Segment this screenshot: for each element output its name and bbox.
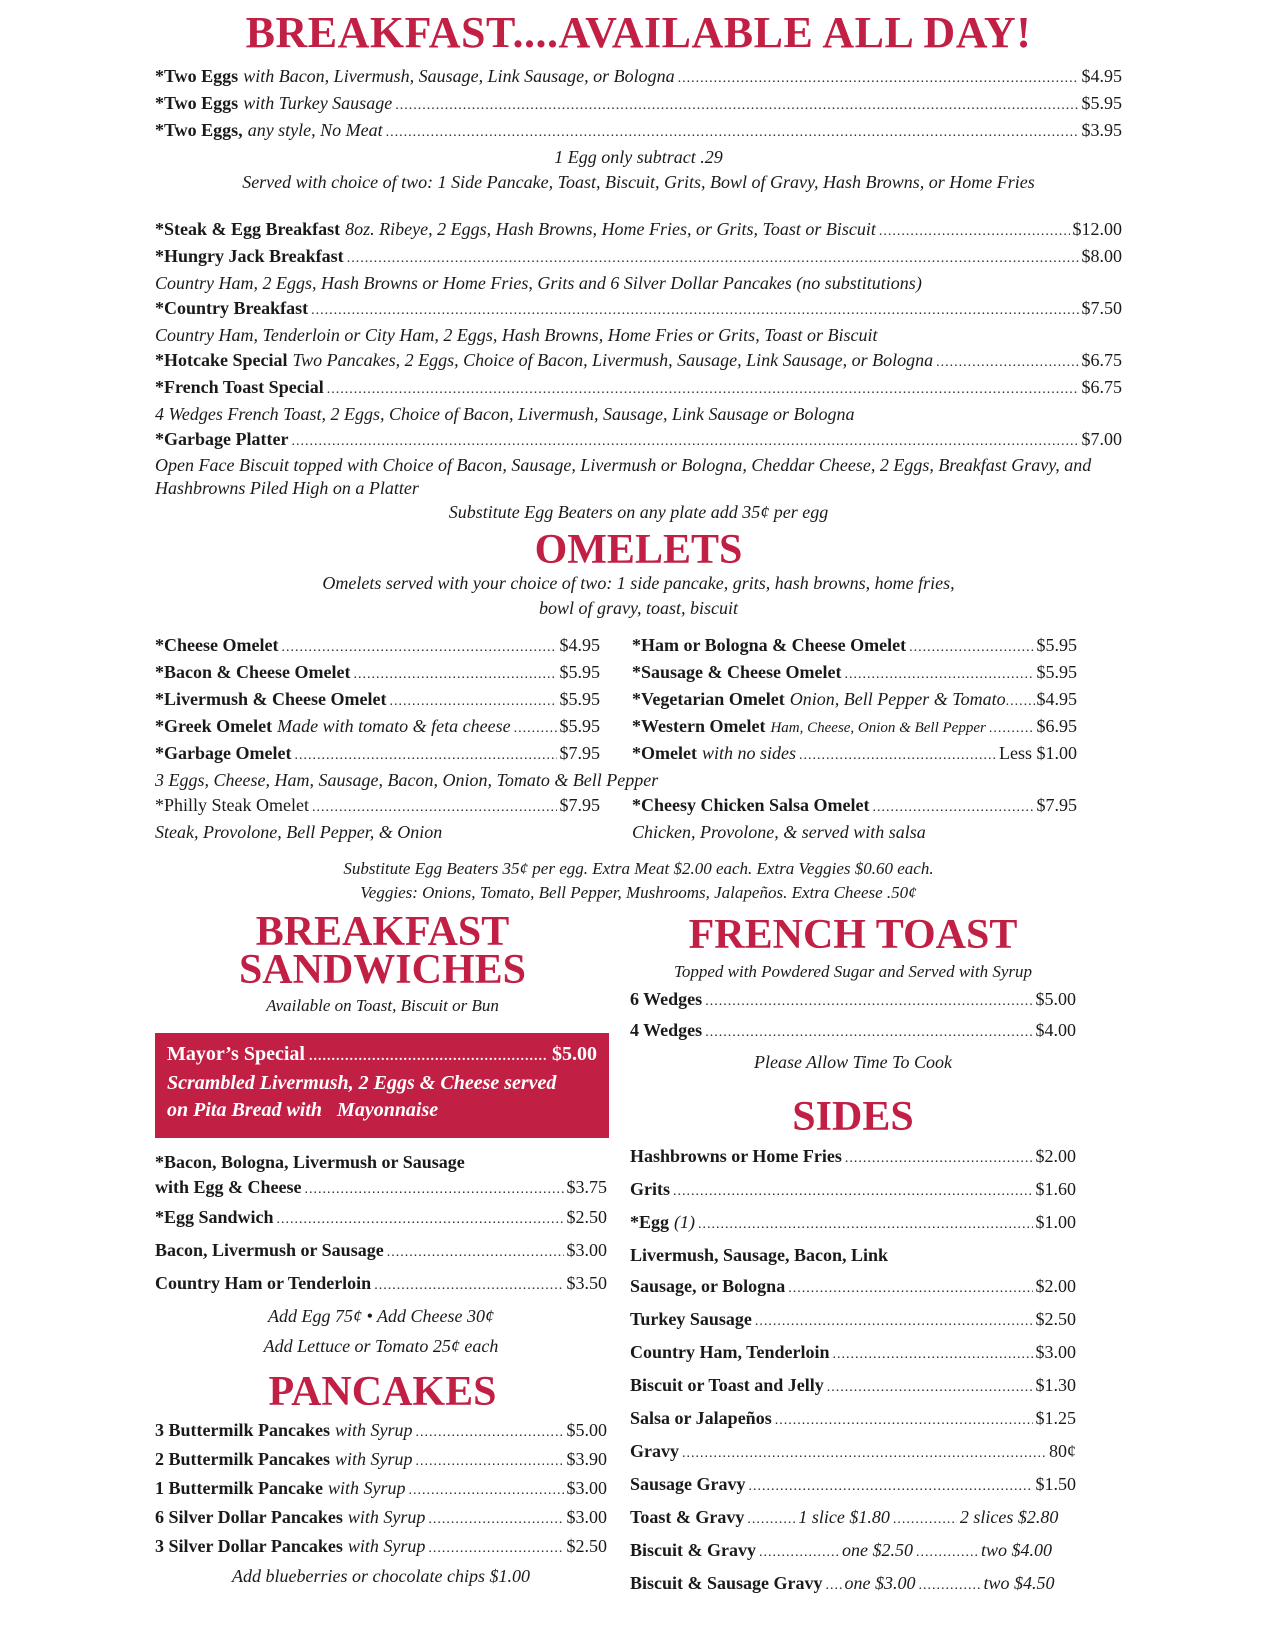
add-note-2: Add Lettuce or Tomato 25¢ each [263,1336,499,1356]
sandwiches-title-2: SANDWICHES [238,947,527,993]
item-description: Chicken, Provolone, & served with salsa [632,822,926,842]
menu-item: *Two Eggs with Bacon, Livermush, Sausage, Link Sausage, or Bologna ..... $4.95 [155,64,1122,91]
breakfast-plates [155,217,1122,525]
item-description: Country Ham, Tenderloin or City Ham, 2 Eggs, Hash Browns, Home Fries or Grits, Toast or Biscuit [155,325,878,345]
menu-item: with Egg & Cheese ..... $3.75 [155,1175,607,1202]
menu-item: *Bacon & Cheese Omelet ..... $5.95 [155,660,600,687]
left-column [155,909,610,1601]
item-description: Open Face Biscuit topped with Choice of Bacon, Sausage, Livermush or Bologna, Cheddar Cheese, 2 Eggs, Breakfast Gravy, and Hashbrowns Piled High on a Platter [155,455,1092,498]
cook-note: Please Allow Time To Cook [753,1052,953,1072]
extras-note: Substitute Egg Beaters 35¢ per egg. Extra Meat $2.00 each. Extra Veggies $0.60 each. [343,859,934,878]
menu-item: 6 Silver Dollar Pancakes with Syrup ..... $3.00 [155,1504,607,1533]
breakfast-eggs [155,64,1122,195]
menu-item: *Hotcake Special Two Pancakes, 2 Eggs, Choice of Bacon, Livermush, Sausage, Link Sausage, or Bologna ..... $6.75 [155,348,1122,375]
menu-item: Country Ham, Tenderloin ..... $3.00 [630,1337,1076,1370]
pancakes-title: PANCAKES [268,1369,497,1415]
omelets-left [155,633,659,845]
menu-item: *Two Eggs with Turkey Sausage ..... $5.95 [155,91,1122,118]
menu-item: *Western Omelet Ham, Cheese, Onion & Bell Pepper ..... $6.95 [632,714,1077,741]
menu-item-heading: *Bacon, Bologna, Livermush or Sausage [155,1152,465,1172]
omelets-columns [155,633,1122,845]
item-description: Scrambled Livermush, 2 Eggs & Cheese served [167,1072,557,1094]
egg-sides-note: Served with choice of two: 1 Side Pancake, Toast, Biscuit, Grits, Bowl of Gravy, Hash Browns, or Home Fries [242,172,1035,192]
menu-item: *Steak & Egg Breakfast 8oz. Ribeye, 2 Eggs, Hash Browns, Home Fries, or Grits, Toast or Biscuit ..... $12.00 [155,217,1122,244]
menu-item: *Greek Omelet Made with tomato & feta cheese ..... $5.95 [155,714,600,741]
menu-item: *Hungry Jack Breakfast ..... $8.00 [155,244,1122,271]
menu-item: Sausage, or Bologna ..... $2.00 [630,1271,1076,1304]
sides-title: SIDES [792,1094,914,1140]
menu-item: *Livermush & Cheese Omelet ..... $5.95 [155,687,600,714]
menu-item: 2 Buttermilk Pancakes with Syrup ..... $3.90 [155,1446,607,1475]
menu-item: Sausage Gravy ..... $1.50 [630,1469,1076,1502]
menu-item: Salsa or Jalapeños ..... $1.25 [630,1403,1076,1436]
menu-item: *Garbage Omelet ..... $7.95 [155,741,600,768]
menu-item: Country Ham or Tenderloin ..... $3.50 [155,1268,607,1301]
menu-item: *French Toast Special ..... $6.75 [155,375,1122,402]
menu-item: Hashbrowns or Home Fries ..... $2.00 [630,1141,1076,1174]
menu-item: Mayor’s Special ..... $5.00 [167,1041,597,1070]
veggies-note: Veggies: Onions, Tomato, Bell Pepper, Mushrooms, Jalapeños. Extra Cheese .50¢ [360,883,917,902]
right-column [630,913,1076,1601]
menu-item: Toast & Gravy ..... 1 slice $1.80 ..... 2 slices $2.80 [630,1502,1076,1535]
menu-item: *Cheese Omelet ..... $4.95 [155,633,600,660]
add-note: Add Egg 75¢ • Add Cheese 30¢ [268,1306,494,1326]
spacer [632,768,1077,793]
french-toast-items [630,985,1076,1077]
menu-item: *Country Breakfast ..... $7.50 [155,296,1122,323]
menu-item: *Sausage & Cheese Omelet ..... $5.95 [632,660,1077,687]
menu-item: *Ham or Bologna & Cheese Omelet ..... $5.95 [632,633,1077,660]
item-description: 3 Eggs, Cheese, Ham, Sausage, Bacon, Onion, Tomato & Bell Pepper [155,770,659,790]
french-toast-subtitle: Topped with Powdered Sugar and Served with Syrup [673,962,1033,981]
mayor-special-box [155,1033,609,1138]
sandwich-items [155,1150,607,1361]
lower-columns [155,909,1122,1601]
menu-item: 4 Wedges ..... $4.00 [630,1016,1076,1047]
omelets-extras [155,857,1122,905]
menu-item: Biscuit & Sausage Gravy ..... one $3.00 ..... two $4.50 [630,1568,1076,1601]
menu-item: *Two Eggs, any style, No Meat ..... $3.95 [155,118,1122,145]
omelets-right [632,633,1077,845]
sides-items [630,1141,1076,1601]
menu-item: *Vegetarian Omelet Onion, Bell Pepper & Tomato ..... $4.95 [632,687,1077,714]
menu-item: *Omelet with no sides ..... Less $1.00 [632,741,1077,768]
menu-item: *Egg Sandwich ..... $2.50 [155,1202,607,1235]
menu-item: Biscuit & Gravy ..... one $2.50 ..... two $4.00 [630,1535,1076,1568]
menu-item: *Philly Steak Omelet ..... $7.95 [155,793,600,820]
substitute-note: Substitute Egg Beaters on any plate add 35¢ per egg [448,502,829,522]
menu-item: Gravy ..... 80¢ [630,1436,1076,1469]
item-description: on Pita Bread with Mayonnaise [167,1099,439,1121]
breakfast-title: BREAKFAST....AVAILABLE ALL DAY! [245,8,1032,57]
menu-item: *Garbage Platter ..... $7.00 [155,427,1122,454]
menu-item: 6 Wedges ..... $5.00 [630,985,1076,1016]
omelets-subtitle-2: bowl of gravy, toast, biscuit [538,598,738,618]
omelets-title: OMELETS [534,527,743,573]
menu-page [155,8,1122,1601]
menu-item: Bacon, Livermush or Sausage ..... $3.00 [155,1235,607,1268]
sandwiches-title: BREAKFAST [255,909,510,955]
menu-item: *Cheesy Chicken Salsa Omelet ..... $7.95 [632,793,1077,820]
menu-item: *Egg (1) ..... $1.00 [630,1207,1076,1240]
french-toast-title: FRENCH TOAST [688,912,1018,958]
menu-item: Turkey Sausage ..... $2.50 [630,1304,1076,1337]
item-description: 4 Wedges French Toast, 2 Eggs, Choice of Bacon, Livermush, Sausage, Link Sausage or Bologna [155,404,855,424]
pancake-note: Add blueberries or chocolate chips $1.00 [232,1566,530,1586]
menu-item: 3 Buttermilk Pancakes with Syrup ..... $5.00 [155,1417,607,1446]
pancake-items [155,1417,607,1590]
omelets-subtitle: Omelets served with your choice of two: 1 side pancake, grits, hash browns, home fries, [322,573,955,593]
egg-note: 1 Egg only subtract .29 [554,147,723,167]
item-description: Country Ham, 2 Eggs, Hash Browns or Home Fries, Grits and 6 Silver Dollar Pancakes (no substitutions) [155,273,922,293]
menu-item-heading: Livermush, Sausage, Bacon, Link [630,1245,889,1265]
menu-item: Biscuit or Toast and Jelly ..... $1.30 [630,1370,1076,1403]
menu-item: Grits ..... $1.60 [630,1174,1076,1207]
item-description: Steak, Provolone, Bell Pepper, & Onion [155,822,443,842]
menu-item: 1 Buttermilk Pancake with Syrup ..... $3.00 [155,1475,607,1504]
sandwiches-subtitle: Available on Toast, Biscuit or Bun [266,996,499,1015]
menu-item: 3 Silver Dollar Pancakes with Syrup ..... $2.50 [155,1533,607,1562]
